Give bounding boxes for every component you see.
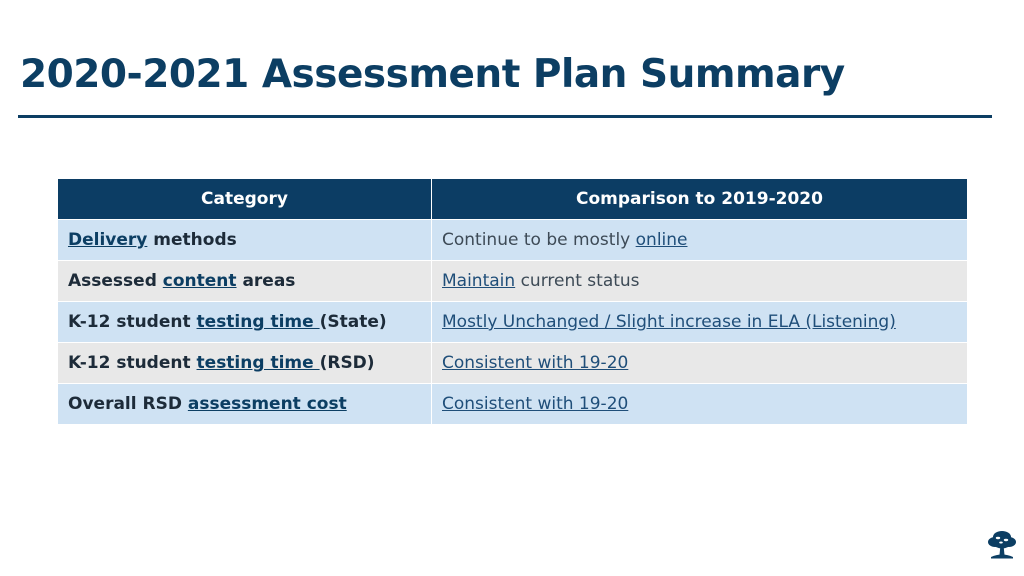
table-row bbox=[58, 261, 968, 302]
header-comparison: Comparison to 2019-2020 bbox=[432, 179, 968, 220]
category-text: Overall RSD bbox=[68, 394, 188, 414]
category-text: areas bbox=[236, 271, 296, 291]
header-category: Category bbox=[58, 179, 432, 220]
assessment-summary-table bbox=[57, 178, 968, 425]
comparison-cell bbox=[432, 343, 968, 384]
category-text: (RSD) bbox=[319, 353, 375, 373]
category-text: K-12 student bbox=[68, 353, 197, 373]
testing-time-link[interactable]: testing time bbox=[196, 353, 320, 373]
delivery-link[interactable]: Delivery bbox=[68, 230, 148, 250]
table-row bbox=[58, 343, 968, 384]
rsd-testing-comparison-link[interactable]: Consistent with 19-20 bbox=[442, 353, 629, 373]
category-cell bbox=[58, 220, 432, 261]
category-cell bbox=[58, 302, 432, 343]
cost-comparison-link[interactable]: Consistent with 19-20 bbox=[442, 394, 629, 414]
comparison-cell bbox=[432, 261, 968, 302]
content-link[interactable]: content bbox=[162, 271, 237, 291]
table-row bbox=[58, 384, 968, 425]
category-cell bbox=[58, 261, 432, 302]
testing-time-link[interactable]: testing time bbox=[196, 312, 320, 332]
category-text: Assessed bbox=[68, 271, 163, 291]
category-cell bbox=[58, 384, 432, 425]
tree-icon bbox=[986, 528, 1018, 560]
maintain-link[interactable]: Maintain bbox=[442, 271, 516, 291]
comparison-cell bbox=[432, 220, 968, 261]
comparison-cell bbox=[432, 302, 968, 343]
slide-title: 2020-2021 Assessment Plan Summary bbox=[20, 52, 845, 97]
category-text: (State) bbox=[319, 312, 387, 332]
online-link[interactable]: online bbox=[635, 230, 688, 250]
table-row bbox=[58, 302, 968, 343]
category-text: K-12 student bbox=[68, 312, 197, 332]
comparison-text: current status bbox=[515, 271, 640, 291]
header-row bbox=[58, 179, 968, 220]
state-testing-comparison-link[interactable]: Mostly Unchanged / Slight increase in ELA (Listening) bbox=[442, 312, 896, 332]
category-text: methods bbox=[147, 230, 237, 250]
category-cell bbox=[58, 343, 432, 384]
table-row bbox=[58, 220, 968, 261]
assessment-cost-link[interactable]: assessment cost bbox=[187, 394, 347, 414]
comparison-cell bbox=[432, 384, 968, 425]
comparison-text: Continue to be mostly bbox=[442, 230, 636, 250]
title-divider bbox=[18, 115, 992, 118]
